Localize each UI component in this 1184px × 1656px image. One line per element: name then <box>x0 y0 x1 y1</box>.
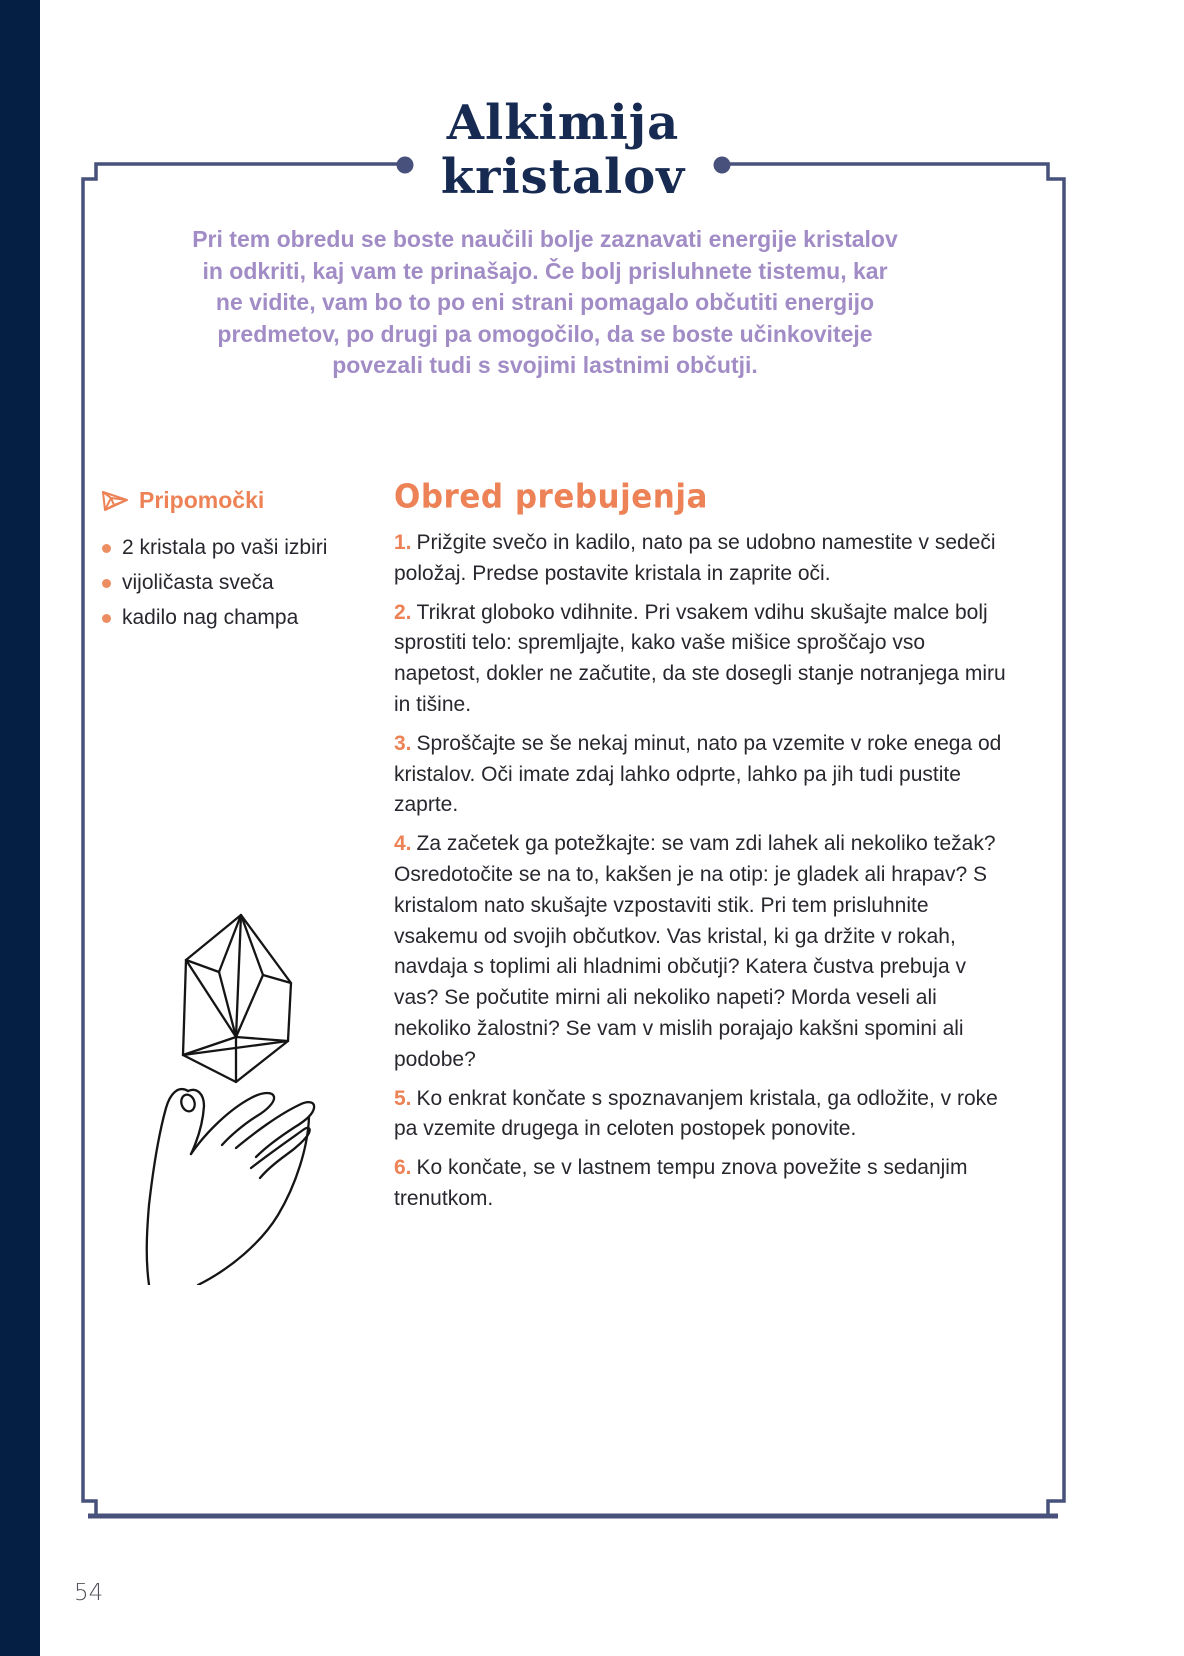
step-number: 6. <box>394 1156 412 1180</box>
supplies-heading <box>100 487 390 514</box>
step-number: 5. <box>394 1086 412 1110</box>
step-number: 3. <box>394 731 412 755</box>
supplies-heading-label: Pripomočki <box>139 487 265 513</box>
page-title-line2: kristalov <box>440 149 686 205</box>
ritual-step <box>394 729 1016 821</box>
supply-item: vijoličasta sveča <box>100 565 390 600</box>
ritual-section <box>394 478 1016 1223</box>
intro-paragraph: Pri tem obredu se boste naučili bolje zaznavati energije kristalov in odkriti, kaj vam te prinašajo. Če bolj prisluhnete tistemu, kar ne vidite, vam bo to po eni strani pomagalo občutiti energijo predmetov, po drugi pa omogočilo, da se boste učinkoviteje povezali tudi s svojimi lastnimi občutji. <box>192 226 898 378</box>
hand-crystal-illustration <box>118 845 400 1285</box>
step-text: Trikrat globoko vdihnite. Pri vsakem vdihu skušajte malce bolj sprostiti telo: spremljajte, kako vaše mišice sproščajo vso napetost, dokler ne začutite, da ste dosegli stanje notranjega miru in tišine. <box>394 600 1006 716</box>
page-title <box>330 96 796 204</box>
ritual-step <box>394 598 1016 721</box>
ritual-heading: Obred prebujenja <box>394 478 708 517</box>
step-text: Ko končate, se v lastnem tempu znova povežite s sedanjim trenutkom. <box>394 1156 968 1210</box>
step-number: 1. <box>394 531 412 554</box>
supplies-section <box>100 487 390 635</box>
step-number: 2. <box>394 600 412 624</box>
supplies-list <box>100 530 390 635</box>
page-title-line1: Alkimija <box>446 95 680 151</box>
supply-item: 2 kristala po vaši izbiri <box>100 530 390 565</box>
supply-item: kadilo nag champa <box>100 600 390 635</box>
page-number: 54 <box>74 1580 104 1606</box>
crystal-icon <box>100 488 130 514</box>
step-text: Za začetek ga potežkajte: se vam zdi lahek ali nekoliko težak? Osredotočite se na to, kakšen je na otip: je gladek ali hrapav? S kristalom nato skušajte vzpostaviti stik. Pri tem prisluhnite vsakemu od svojih občutkov. Vas kristal, ki ga držite v rokah, navdaja s toplimi ali hladnimi občutji? Katera čustva prebuja v vas? Se počutite mirni ali nekoliko napeti? Morda veseli ali nekoliko žalostni? Se vam v mislih porajajo kakšni spomini ali podobe? <box>394 832 996 1071</box>
ritual-step <box>394 829 1016 1075</box>
step-text: Sproščajte se še nekaj minut, nato pa vzemite v roke enega od kristalov. Oči imate zdaj lahko odprte, lahko pa jih tudi pustite zaprte. <box>394 731 1002 817</box>
page-edge-band <box>0 0 40 1656</box>
ritual-step <box>394 1153 1016 1215</box>
ritual-step <box>394 1084 1016 1146</box>
step-text: Prižgite svečo in kadilo, nato pa se udobno namestite v sedeči položaj. Predse postavite kristala in zaprite oči. <box>394 531 996 585</box>
step-text: Ko enkrat končate s spoznavanjem kristala, ga odložite, v roke pa vzemite drugega in celoten postopek ponovite. <box>394 1086 998 1141</box>
step-number: 4. <box>394 832 412 856</box>
ritual-step <box>394 528 1016 590</box>
hand-outline <box>147 1089 188 1285</box>
